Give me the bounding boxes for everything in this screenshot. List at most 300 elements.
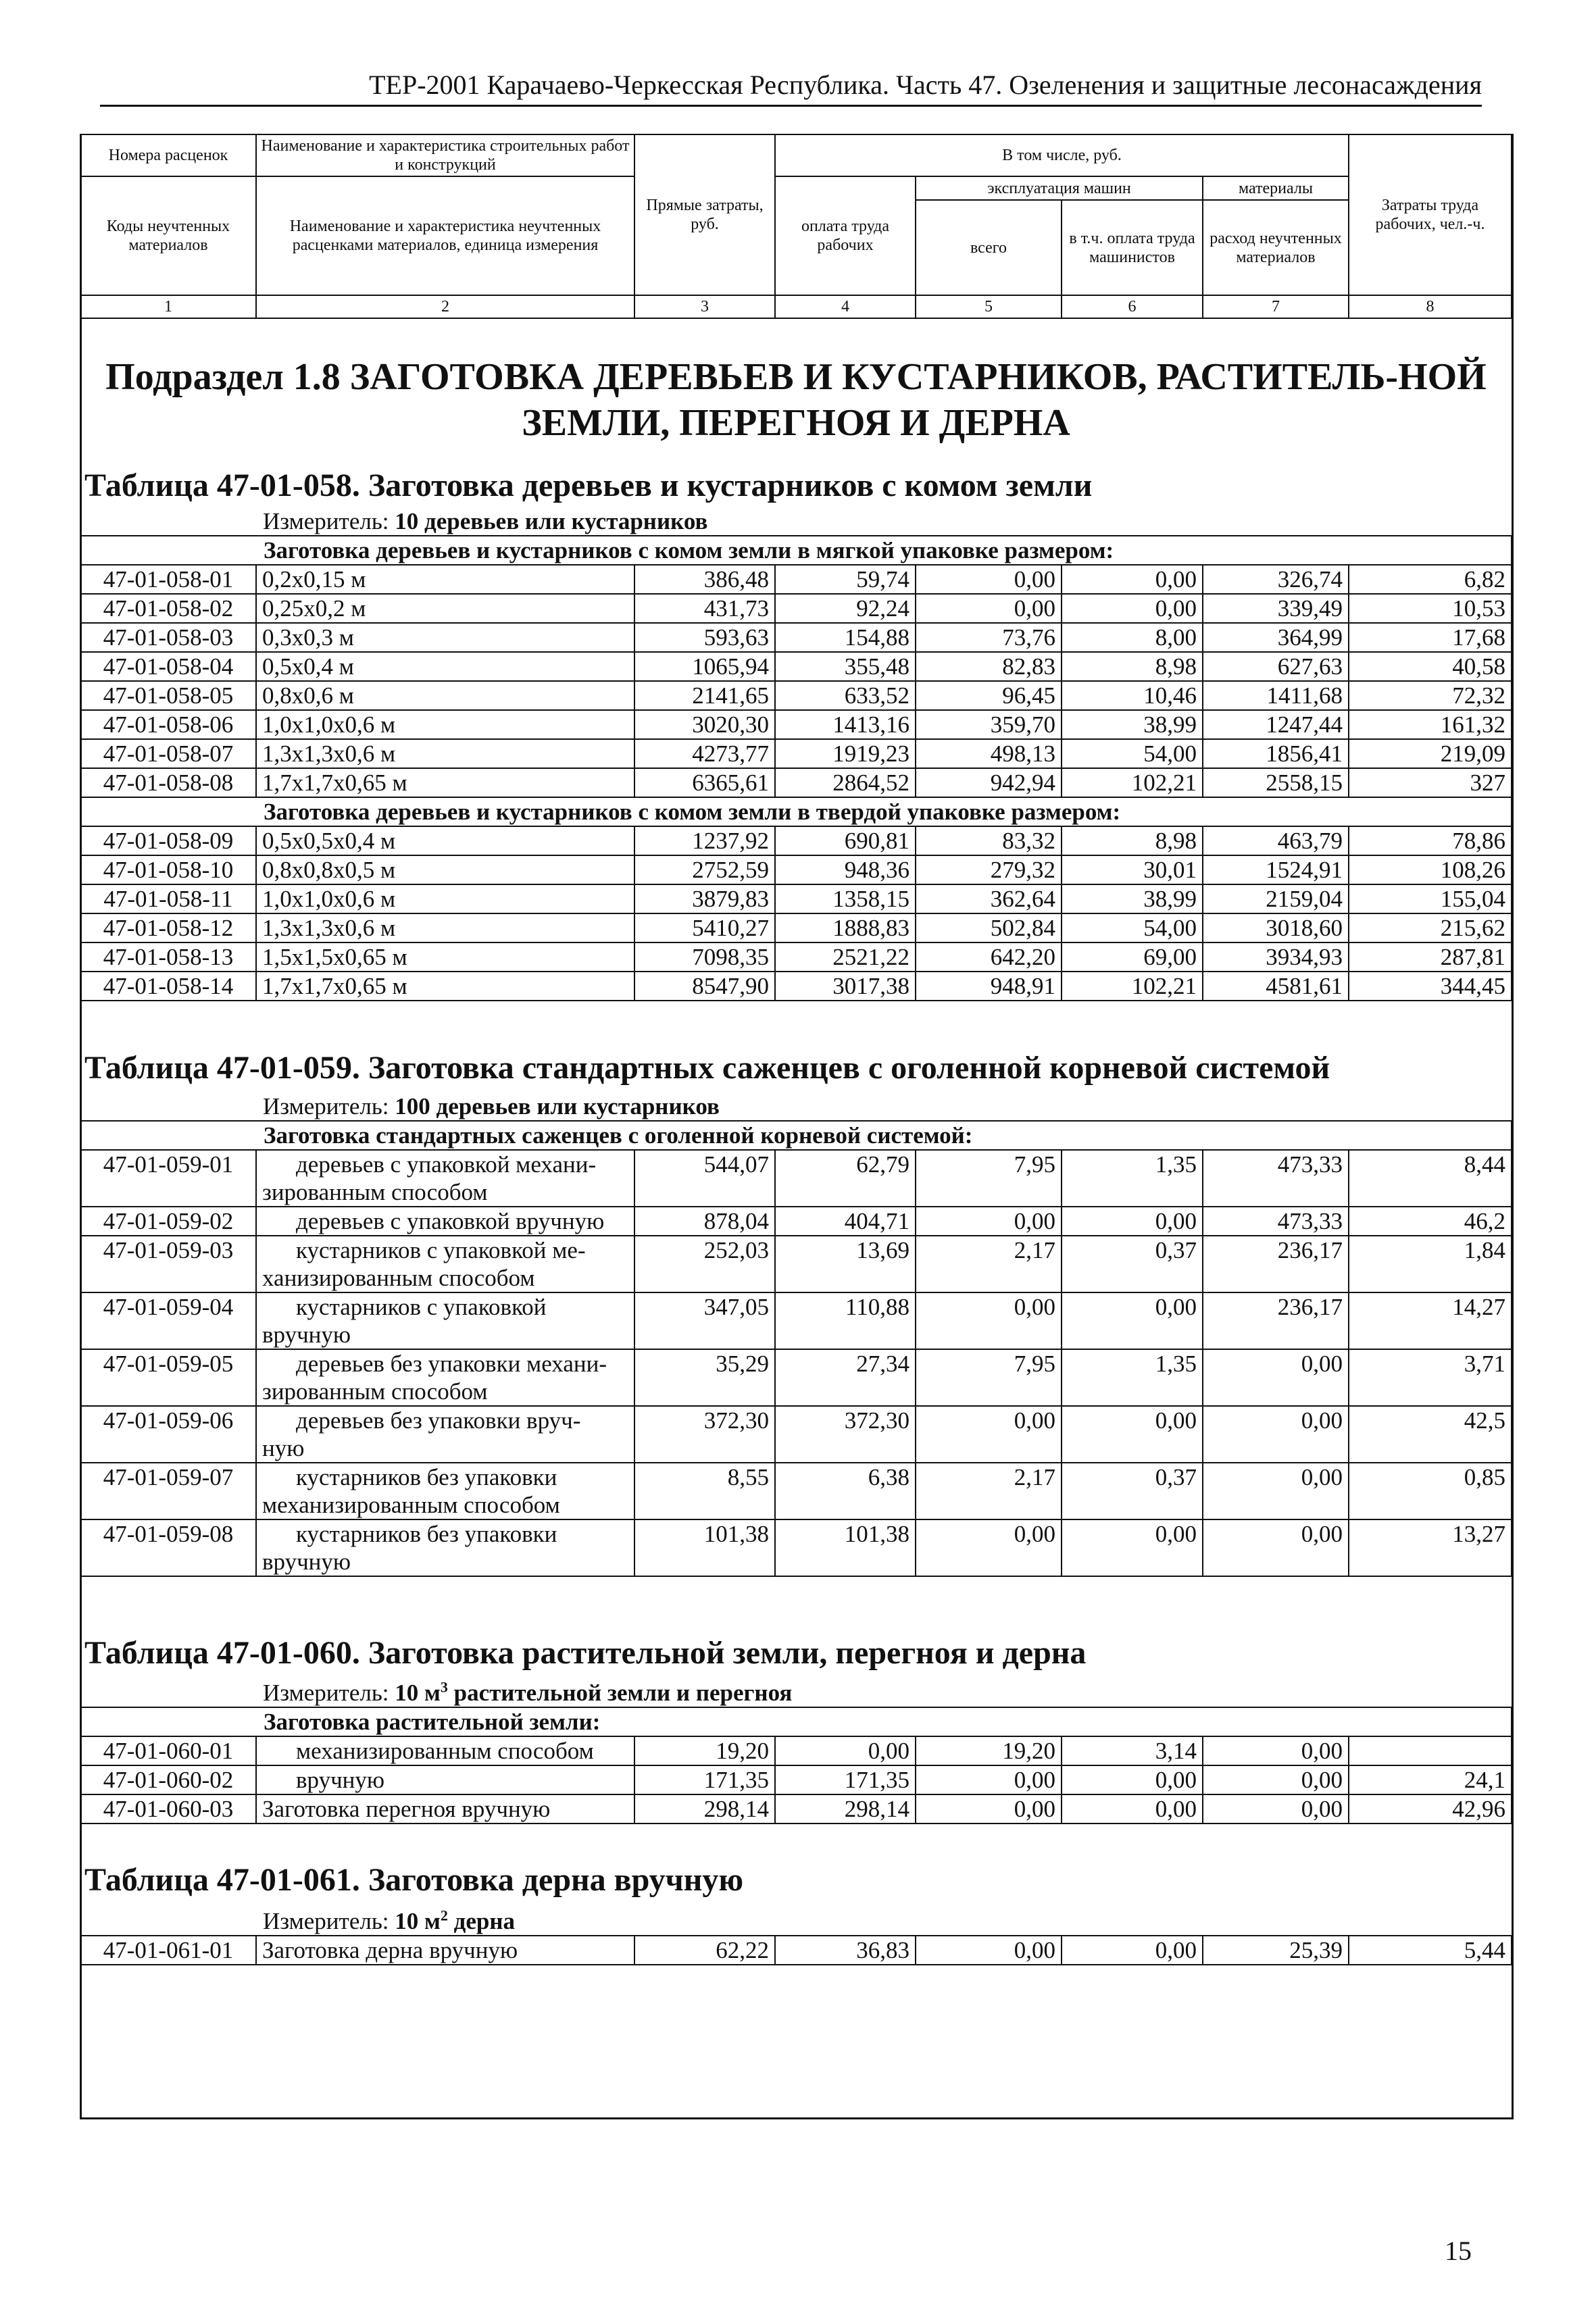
t60-measure xyxy=(80,1672,1512,1707)
materials: 2558,15 xyxy=(1203,768,1349,797)
machinist-pay: 1,35 xyxy=(1062,1150,1203,1207)
machinist-pay: 54,00 xyxy=(1062,913,1203,942)
header-number: 5 xyxy=(916,295,1062,318)
machines-total: 96,45 xyxy=(916,681,1062,710)
labor-pay: 36,83 xyxy=(775,1936,916,1965)
rate-description-line1: кустарников с упаковкой xyxy=(296,1294,547,1320)
gap-row xyxy=(80,1001,1512,1049)
direct-costs: 2141,65 xyxy=(634,681,775,710)
machinist-pay: 8,98 xyxy=(1062,826,1203,855)
labor-pay: 171,35 xyxy=(775,1765,916,1794)
machines-total: 0,00 xyxy=(916,1794,1062,1823)
labor-hours: 161,32 xyxy=(1349,710,1512,739)
rate-description xyxy=(256,1207,634,1236)
t58-group1: Заготовка деревьев и кустарников с комом земли в мягкой упаковке размером: xyxy=(80,536,1512,565)
measure-value-rest: растительной земли и перегноя xyxy=(447,1680,793,1706)
machinist-pay: 0,00 xyxy=(1062,1292,1203,1349)
labor-pay: 27,34 xyxy=(775,1349,916,1406)
machines-total: 502,84 xyxy=(916,913,1062,942)
machines-total: 0,00 xyxy=(916,1406,1062,1463)
table-row xyxy=(80,826,1512,855)
rate-code: 47-01-058-14 xyxy=(80,972,256,1001)
rate-code: 47-01-059-05 xyxy=(80,1349,256,1406)
labor-pay: 1358,15 xyxy=(775,884,916,913)
running-header: ТЕР-2001 Карачаево-Черкесская Республика. Часть 47. Озеленения и защитные лесонасаждения xyxy=(100,69,1482,107)
materials: 0,00 xyxy=(1203,1349,1349,1406)
header-number: 7 xyxy=(1203,295,1349,318)
rate-description-line2: вручную xyxy=(262,1322,351,1348)
rate-description xyxy=(256,1236,634,1292)
direct-costs: 8547,90 xyxy=(634,972,775,1001)
t60-title-row xyxy=(80,1634,1512,1672)
direct-costs: 298,14 xyxy=(634,1794,775,1823)
header-number: 1 xyxy=(80,295,256,318)
materials: 1856,41 xyxy=(1203,739,1349,768)
machines-total: 0,00 xyxy=(916,1519,1062,1576)
t61-title-row xyxy=(80,1861,1512,1899)
materials: 1411,68 xyxy=(1203,681,1349,710)
materials: 0,00 xyxy=(1203,1765,1349,1794)
machines-total: 0,00 xyxy=(916,1292,1062,1349)
labor-hours: 3,71 xyxy=(1349,1349,1512,1406)
materials: 0,00 xyxy=(1203,1406,1349,1463)
rate-code: 47-01-058-13 xyxy=(80,942,256,972)
materials: 339,49 xyxy=(1203,594,1349,623)
machines-total: 0,00 xyxy=(916,565,1062,594)
machines-total: 73,76 xyxy=(916,623,1062,652)
materials: 3018,60 xyxy=(1203,913,1349,942)
table-row xyxy=(80,1765,1512,1794)
measure-value: 10 м xyxy=(395,1908,441,1934)
rate-code: 47-01-059-01 xyxy=(80,1150,256,1207)
materials: 326,74 xyxy=(1203,565,1349,594)
machines-total: 642,20 xyxy=(916,942,1062,972)
measure-value: 10 деревьев или кустарников xyxy=(395,508,708,534)
machinist-pay: 0,37 xyxy=(1062,1463,1203,1519)
direct-costs: 171,35 xyxy=(634,1765,775,1794)
rate-description xyxy=(256,1406,634,1463)
materials: 364,99 xyxy=(1203,623,1349,652)
labor-hours: 40,58 xyxy=(1349,652,1512,681)
labor-hours: 72,32 xyxy=(1349,681,1512,710)
labor-hours: 42,5 xyxy=(1349,1406,1512,1463)
table-row xyxy=(80,652,1512,681)
measure-prefix: Измеритель: xyxy=(263,1908,395,1934)
rate-description-line2: механизированным способом xyxy=(262,1492,560,1518)
machines-total: 7,95 xyxy=(916,1349,1062,1406)
direct-costs: 62,22 xyxy=(634,1936,775,1965)
header-row-1 xyxy=(80,134,1512,176)
rate-code: 47-01-058-11 xyxy=(80,884,256,913)
rate-code: 47-01-058-03 xyxy=(80,623,256,652)
materials: 627,63 xyxy=(1203,652,1349,681)
table-row xyxy=(80,855,1512,884)
labor-hours: 327 xyxy=(1349,768,1512,797)
labor-pay: 948,36 xyxy=(775,855,916,884)
rate-code: 47-01-058-02 xyxy=(80,594,256,623)
rate-description-line1: деревьев без упаковки механи- xyxy=(296,1351,607,1377)
labor-pay: 690,81 xyxy=(775,826,916,855)
machinist-pay: 38,99 xyxy=(1062,884,1203,913)
rate-code: 47-01-059-02 xyxy=(80,1207,256,1236)
machines-total: 362,64 xyxy=(916,884,1062,913)
header-col1-top: Номера расценок xyxy=(80,134,256,176)
machinist-pay: 3,14 xyxy=(1062,1736,1203,1765)
header-group-machines: эксплуатация машин xyxy=(916,176,1203,200)
labor-pay: 154,88 xyxy=(775,623,916,652)
machinist-pay: 0,00 xyxy=(1062,1207,1203,1236)
measure-exponent: 3 xyxy=(440,1678,448,1696)
direct-costs: 7098,35 xyxy=(634,942,775,972)
table-row xyxy=(80,768,1512,797)
rate-description: 0,8x0,6 м xyxy=(256,681,634,710)
materials: 3934,93 xyxy=(1203,942,1349,972)
materials: 25,39 xyxy=(1203,1936,1349,1965)
t58-measure-row xyxy=(80,505,1512,536)
labor-pay: 3017,38 xyxy=(775,972,916,1001)
machinist-pay: 30,01 xyxy=(1062,855,1203,884)
machinist-pay: 0,00 xyxy=(1062,594,1203,623)
direct-costs: 544,07 xyxy=(634,1150,775,1207)
section-title-row xyxy=(80,318,1512,453)
direct-costs: 5410,27 xyxy=(634,913,775,942)
header-col8: Затраты труда рабочих, чел.-ч. xyxy=(1349,134,1512,295)
rate-code: 47-01-059-08 xyxy=(80,1519,256,1576)
rate-description: 1,7x1,7x0,65 м xyxy=(256,768,634,797)
header-col7: расход неучтенных материалов xyxy=(1203,200,1349,295)
machinist-pay: 0,37 xyxy=(1062,1236,1203,1292)
materials: 1247,44 xyxy=(1203,710,1349,739)
labor-hours: 24,1 xyxy=(1349,1765,1512,1794)
table-row xyxy=(80,623,1512,652)
machines-total: 7,95 xyxy=(916,1150,1062,1207)
materials: 0,00 xyxy=(1203,1463,1349,1519)
rate-description: 0,8x0,8x0,5 м xyxy=(256,855,634,884)
direct-costs: 347,05 xyxy=(634,1292,775,1349)
rate-description: 1,3x1,3x0,6 м xyxy=(256,913,634,942)
labor-hours: 10,53 xyxy=(1349,594,1512,623)
direct-costs: 1065,94 xyxy=(634,652,775,681)
rate-code: 47-01-058-05 xyxy=(80,681,256,710)
materials: 0,00 xyxy=(1203,1794,1349,1823)
direct-costs: 8,55 xyxy=(634,1463,775,1519)
machinist-pay: 69,00 xyxy=(1062,942,1203,972)
machinist-pay: 0,00 xyxy=(1062,1794,1203,1823)
labor-hours: 0,85 xyxy=(1349,1463,1512,1519)
rate-description: 1,3x1,3x0,6 м xyxy=(256,739,634,768)
t59-measure-row xyxy=(80,1087,1512,1121)
gap xyxy=(80,1001,1512,1049)
direct-costs: 6365,61 xyxy=(634,768,775,797)
t61-measure xyxy=(80,1899,1512,1936)
direct-costs: 2752,59 xyxy=(634,855,775,884)
direct-costs: 878,04 xyxy=(634,1207,775,1236)
rate-code: 47-01-059-04 xyxy=(80,1292,256,1349)
measure-value: 10 м xyxy=(395,1680,441,1706)
rate-code: 47-01-061-01 xyxy=(80,1936,256,1965)
t58-measure xyxy=(80,505,1512,536)
rate-code: 47-01-058-09 xyxy=(80,826,256,855)
measure-value: 100 деревьев или кустарников xyxy=(395,1093,720,1120)
machinist-pay: 102,21 xyxy=(1062,768,1203,797)
rate-description xyxy=(256,1519,634,1576)
machinist-pay: 0,00 xyxy=(1062,1765,1203,1794)
header-col1-bottom: Коды неучтенных материалов xyxy=(80,176,256,295)
header-col4: оплата труда рабочих xyxy=(775,176,916,295)
direct-costs: 3879,83 xyxy=(634,884,775,913)
measure-prefix: Измеритель: xyxy=(263,1093,395,1120)
direct-costs: 3020,30 xyxy=(634,710,775,739)
rate-code: 47-01-059-06 xyxy=(80,1406,256,1463)
rate-description xyxy=(256,1150,634,1207)
labor-pay: 2864,52 xyxy=(775,768,916,797)
machinist-pay: 0,00 xyxy=(1062,1406,1203,1463)
labor-hours: 8,44 xyxy=(1349,1150,1512,1207)
section-title: Подраздел 1.8 ЗАГОТОВКА ДЕРЕВЬЕВ И КУСТАРНИКОВ, РАСТИТЕЛЬ-НОЙ ЗЕМЛИ, ПЕРЕГНОЯ И ДЕРНА xyxy=(105,355,1487,444)
direct-costs: 372,30 xyxy=(634,1406,775,1463)
t58-title: Таблица 47-01-058. Заготовка деревьев и кустарников с комом земли xyxy=(84,468,1093,503)
rate-description xyxy=(256,1349,634,1406)
direct-costs: 4273,77 xyxy=(634,739,775,768)
labor-hours: 215,62 xyxy=(1349,913,1512,942)
table-row xyxy=(80,1349,1512,1406)
materials: 463,79 xyxy=(1203,826,1349,855)
table-row xyxy=(80,1736,1512,1765)
machinist-pay: 0,00 xyxy=(1062,1936,1203,1965)
direct-costs: 431,73 xyxy=(634,594,775,623)
labor-pay: 92,24 xyxy=(775,594,916,623)
labor-pay: 298,14 xyxy=(775,1794,916,1823)
t58-group2-row xyxy=(80,797,1512,826)
machinist-pay: 0,00 xyxy=(1062,1519,1203,1576)
rate-description-line1: деревьев без упаковки вруч- xyxy=(296,1407,581,1434)
labor-pay: 59,74 xyxy=(775,565,916,594)
machines-total: 0,00 xyxy=(916,594,1062,623)
machines-total: 359,70 xyxy=(916,710,1062,739)
table-row xyxy=(80,913,1512,942)
labor-hours: 14,27 xyxy=(1349,1292,1512,1349)
t59-title-row xyxy=(80,1049,1512,1087)
machinist-pay: 8,98 xyxy=(1062,652,1203,681)
header-group-materials: материалы xyxy=(1203,176,1349,200)
materials: 0,00 xyxy=(1203,1736,1349,1765)
labor-pay: 372,30 xyxy=(775,1406,916,1463)
labor-hours: 46,2 xyxy=(1349,1207,1512,1236)
rate-code: 47-01-060-02 xyxy=(80,1765,256,1794)
machines-total: 948,91 xyxy=(916,972,1062,1001)
labor-hours: 78,86 xyxy=(1349,826,1512,855)
gap-row xyxy=(80,1576,1512,1634)
rate-description: 1,5x1,5x0,65 м xyxy=(256,942,634,972)
rate-code: 47-01-058-01 xyxy=(80,565,256,594)
machinist-pay: 1,35 xyxy=(1062,1349,1203,1406)
machines-total: 0,00 xyxy=(916,1207,1062,1236)
rate-description: вручную xyxy=(256,1765,634,1794)
direct-costs: 101,38 xyxy=(634,1519,775,1576)
rate-description-line2: ханизированным способом xyxy=(262,1265,535,1291)
header-number: 6 xyxy=(1062,295,1203,318)
t61-title: Таблица 47-01-061. Заготовка дерна вручную xyxy=(84,1862,744,1898)
rate-description xyxy=(256,1463,634,1519)
t59-group1-row xyxy=(80,1121,1512,1150)
labor-pay: 62,79 xyxy=(775,1150,916,1207)
header-number: 3 xyxy=(634,295,775,318)
labor-hours: 108,26 xyxy=(1349,855,1512,884)
rate-description-line1: кустарников без упаковки xyxy=(296,1521,557,1547)
header-col2-top: Наименование и характеристика строительных работ и конструкций xyxy=(256,134,634,176)
labor-hours: 17,68 xyxy=(1349,623,1512,652)
t59-title: Таблица 47-01-059. Заготовка стандартных саженцев с оголенной корневой системой xyxy=(84,1050,1330,1086)
table-row xyxy=(80,972,1512,1001)
table-row xyxy=(80,1794,1512,1823)
rate-description xyxy=(256,1292,634,1349)
labor-pay: 0,00 xyxy=(775,1736,916,1765)
rate-description: 1,0x1,0x0,6 м xyxy=(256,710,634,739)
header-numbers-row xyxy=(80,295,1512,318)
labor-hours: 344,45 xyxy=(1349,972,1512,1001)
rate-description: 0,5x0,5x0,4 м xyxy=(256,826,634,855)
rate-description: 1,7x1,7x0,65 м xyxy=(256,972,634,1001)
table-row xyxy=(80,884,1512,913)
rate-description-line2: ную xyxy=(262,1435,305,1461)
t60-group1: Заготовка растительной земли: xyxy=(80,1707,1512,1736)
rates-table xyxy=(80,134,1512,1965)
rate-description: Заготовка перегноя вручную xyxy=(256,1794,634,1823)
table-row xyxy=(80,1150,1512,1207)
machines-total: 2,17 xyxy=(916,1236,1062,1292)
rate-code: 47-01-059-07 xyxy=(80,1463,256,1519)
machinist-pay: 38,99 xyxy=(1062,710,1203,739)
machines-total: 0,00 xyxy=(916,1936,1062,1965)
machinist-pay: 10,46 xyxy=(1062,681,1203,710)
rate-code: 47-01-060-01 xyxy=(80,1736,256,1765)
labor-hours: 1,84 xyxy=(1349,1236,1512,1292)
labor-hours: 155,04 xyxy=(1349,884,1512,913)
materials: 0,00 xyxy=(1203,1519,1349,1576)
gap xyxy=(80,1576,1512,1634)
rate-code: 47-01-058-06 xyxy=(80,710,256,739)
materials: 236,17 xyxy=(1203,1292,1349,1349)
rate-description-line1: деревьев с упаковкой механи- xyxy=(296,1151,597,1178)
t59-measure xyxy=(80,1087,1512,1121)
labor-pay: 355,48 xyxy=(775,652,916,681)
machines-total: 82,83 xyxy=(916,652,1062,681)
rate-code: 47-01-058-04 xyxy=(80,652,256,681)
labor-pay: 404,71 xyxy=(775,1207,916,1236)
table-row xyxy=(80,594,1512,623)
t58-group1-row xyxy=(80,536,1512,565)
table-row xyxy=(80,1207,1512,1236)
table-row xyxy=(80,942,1512,972)
rate-description-line1: кустарников без упаковки xyxy=(296,1464,557,1490)
labor-pay: 13,69 xyxy=(775,1236,916,1292)
machines-total: 19,20 xyxy=(916,1736,1062,1765)
rate-description-line1: кустарников с упаковкой ме- xyxy=(296,1237,586,1263)
table-row xyxy=(80,1292,1512,1349)
t60-measure-row xyxy=(80,1672,1512,1707)
table-row xyxy=(80,710,1512,739)
header-number: 8 xyxy=(1349,295,1512,318)
t60-title: Таблица 47-01-060. Заготовка растительной земли, перегноя и дерна xyxy=(84,1635,1087,1671)
direct-costs: 1237,92 xyxy=(634,826,775,855)
header-number: 2 xyxy=(256,295,634,318)
rate-description: 0,3x0,3 м xyxy=(256,623,634,652)
rate-description: Заготовка дерна вручную xyxy=(256,1936,634,1965)
machinist-pay: 0,00 xyxy=(1062,565,1203,594)
measure-value-rest: дерна xyxy=(447,1908,515,1934)
rate-code: 47-01-060-03 xyxy=(80,1794,256,1823)
machines-total: 498,13 xyxy=(916,739,1062,768)
rate-description-line2: зированным способом xyxy=(262,1378,488,1405)
materials: 4581,61 xyxy=(1203,972,1349,1001)
materials: 473,33 xyxy=(1203,1150,1349,1207)
t58-group2: Заготовка деревьев и кустарников с комом земли в твердой упаковке размером: xyxy=(80,797,1512,826)
rate-description: 1,0x1,0x0,6 м xyxy=(256,884,634,913)
labor-pay: 633,52 xyxy=(775,681,916,710)
header-col5: всего xyxy=(916,200,1062,295)
labor-hours: 5,44 xyxy=(1349,1936,1512,1965)
labor-hours: 219,09 xyxy=(1349,739,1512,768)
labor-hours: 287,81 xyxy=(1349,942,1512,972)
rate-description: 0,25x0,2 м xyxy=(256,594,634,623)
machines-total: 2,17 xyxy=(916,1463,1062,1519)
measure-prefix: Измеритель: xyxy=(263,508,395,534)
measure-exponent: 2 xyxy=(440,1907,448,1924)
header-col6: в т.ч. оплата труда машинистов xyxy=(1062,200,1203,295)
direct-costs: 386,48 xyxy=(634,565,775,594)
labor-pay: 6,38 xyxy=(775,1463,916,1519)
materials: 1524,91 xyxy=(1203,855,1349,884)
table-row xyxy=(80,739,1512,768)
header-col3: Прямые затраты, руб. xyxy=(634,134,775,295)
page-number: 15 xyxy=(1445,2236,1472,2266)
table-row xyxy=(80,1406,1512,1463)
direct-costs: 35,29 xyxy=(634,1349,775,1406)
rate-code: 47-01-058-07 xyxy=(80,739,256,768)
labor-pay: 1888,83 xyxy=(775,913,916,942)
table-row xyxy=(80,565,1512,594)
table-row xyxy=(80,1936,1512,1965)
rate-description: механизированным способом xyxy=(256,1736,634,1765)
labor-hours xyxy=(1349,1736,1512,1765)
direct-costs: 252,03 xyxy=(634,1236,775,1292)
table-row xyxy=(80,1236,1512,1292)
materials: 2159,04 xyxy=(1203,884,1349,913)
machines-total: 279,32 xyxy=(916,855,1062,884)
machines-total: 0,00 xyxy=(916,1765,1062,1794)
direct-costs: 593,63 xyxy=(634,623,775,652)
materials: 473,33 xyxy=(1203,1207,1349,1236)
labor-pay: 1919,23 xyxy=(775,739,916,768)
labor-pay: 110,88 xyxy=(775,1292,916,1349)
labor-hours: 42,96 xyxy=(1349,1794,1512,1823)
rate-description-line2: вручную xyxy=(262,1549,351,1575)
labor-pay: 2521,22 xyxy=(775,942,916,972)
direct-costs: 19,20 xyxy=(634,1736,775,1765)
materials: 236,17 xyxy=(1203,1236,1349,1292)
rate-code: 47-01-058-08 xyxy=(80,768,256,797)
rate-description-line1: деревьев с упаковкой вручную xyxy=(296,1208,605,1234)
rate-code: 47-01-058-12 xyxy=(80,913,256,942)
measure-prefix: Измеритель: xyxy=(263,1680,395,1706)
gap-row xyxy=(80,1823,1512,1861)
rate-description-line2: зированным способом xyxy=(262,1179,488,1205)
table-row xyxy=(80,1519,1512,1576)
t59-group1: Заготовка стандартных саженцев с оголенной корневой системой: xyxy=(80,1121,1512,1150)
header-group-incl: В том числе, руб. xyxy=(775,134,1349,176)
t58-title-row xyxy=(80,453,1512,505)
rate-description: 0,5x0,4 м xyxy=(256,652,634,681)
